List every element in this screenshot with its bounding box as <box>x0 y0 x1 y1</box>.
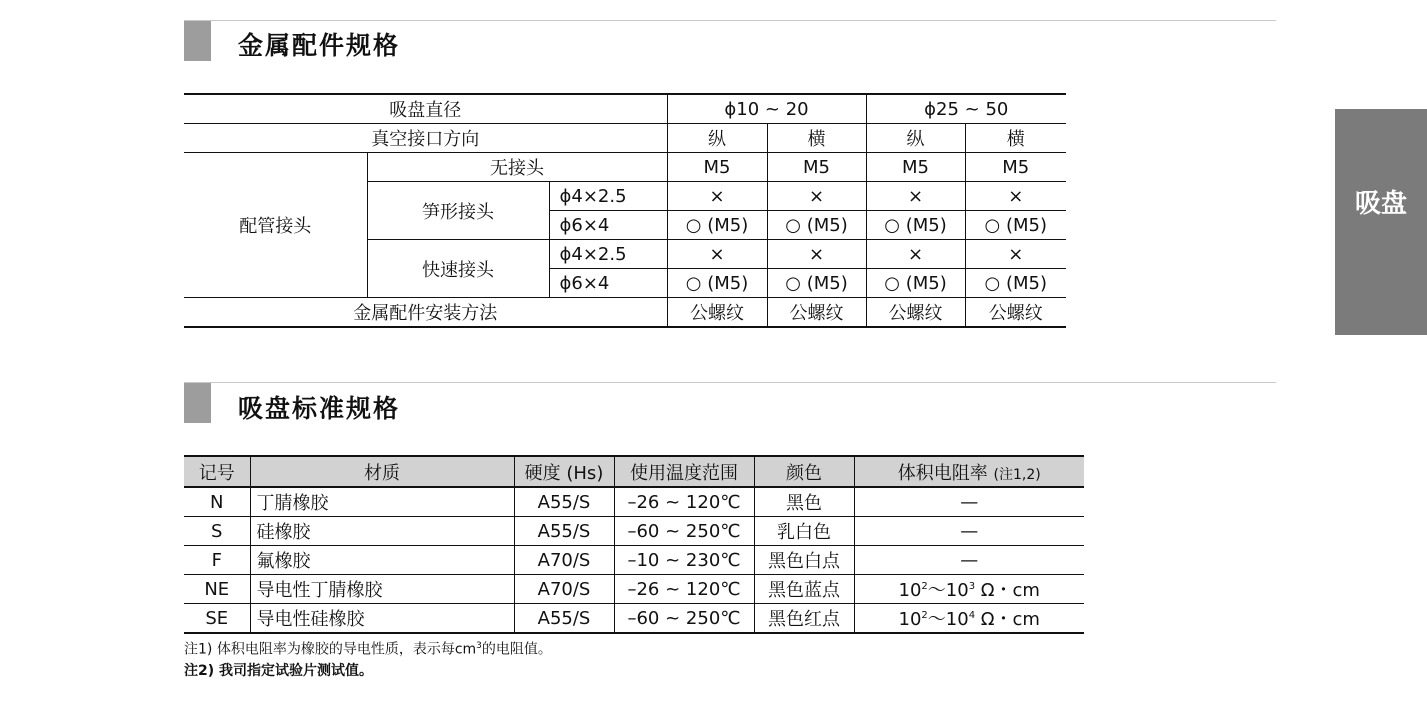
tube-size-b: ϕ6×4 <box>549 211 667 240</box>
port-direction-label: 真空接口方向 <box>184 124 667 153</box>
row-resistivity: — <box>854 546 1084 575</box>
footnote-2: 注2) 我司指定试验片测试值。 <box>184 662 374 679</box>
row-material: 丁腈橡胶 <box>250 487 514 517</box>
section-rule <box>184 382 1276 383</box>
side-tab-label: 吸盘 <box>1354 189 1407 219</box>
table-row <box>184 604 1084 634</box>
table-cell: 公螺纹 <box>667 298 767 328</box>
table-cell: ○ (M5) <box>866 269 965 298</box>
table-cell: × <box>965 182 1066 211</box>
piping-fitting-label: 配管接头 <box>184 153 367 298</box>
row-code: F <box>184 546 250 575</box>
row-color: 黑色 <box>754 487 854 517</box>
header-temperature: 使用温度范围 <box>614 456 754 487</box>
row-resistivity <box>854 575 1084 604</box>
table-cell: × <box>767 182 866 211</box>
table-cell: × <box>965 240 1066 269</box>
footnote-1-text: 注1) 体积电阻率为橡胶的导电性质，表示每cm <box>184 641 477 658</box>
table-cell: × <box>866 182 965 211</box>
row-color: 黑色红点 <box>754 604 854 634</box>
fittings-spec-table <box>184 93 1066 328</box>
res-exponent: 2 <box>921 581 928 592</box>
row-code: N <box>184 487 250 517</box>
row-material: 氟橡胶 <box>250 546 514 575</box>
footnote-1-tail: 的电阻值。 <box>481 641 552 658</box>
row-hardness: A55/S <box>514 604 614 634</box>
tube-size-a: ϕ4×2.5 <box>549 182 667 211</box>
row-hardness: A70/S <box>514 546 614 575</box>
footnote-1 <box>184 636 552 661</box>
table-row <box>184 487 1084 517</box>
table-cell: × <box>667 240 767 269</box>
footnotes <box>184 636 552 682</box>
table-cell: ○ (M5) <box>667 211 767 240</box>
section-marker <box>184 383 211 423</box>
section-marker <box>184 21 211 61</box>
header-color: 颜色 <box>754 456 854 487</box>
res-base: 10 <box>945 580 969 601</box>
table-row <box>184 517 1084 546</box>
row-temperature: –10 ~ 230℃ <box>614 546 754 575</box>
row-resistivity: — <box>854 487 1084 517</box>
diameter-range-large: ϕ25 ~ 50 <box>866 94 1066 124</box>
row-material: 导电性丁腈橡胶 <box>250 575 514 604</box>
res-base: 10 <box>898 609 922 630</box>
row-resistivity <box>854 604 1084 634</box>
table-cell: 公螺纹 <box>767 298 866 328</box>
table-cell: ○ (M5) <box>767 211 866 240</box>
res-exponent: 3 <box>968 581 976 592</box>
row-color: 黑色蓝点 <box>754 575 854 604</box>
no-fitting-label: 无接头 <box>367 153 667 182</box>
table-cell: M5 <box>767 153 866 182</box>
row-code: S <box>184 517 250 546</box>
row-temperature: –60 ~ 250℃ <box>614 517 754 546</box>
row-material: 导电性硅橡胶 <box>250 604 514 634</box>
tube-size-b: ϕ6×4 <box>549 269 667 298</box>
res-unit: Ω・cm <box>975 609 1040 630</box>
direction-horizontal: 横 <box>965 124 1066 153</box>
res-separator: ～ <box>927 580 946 601</box>
header-hardness: 硬度 (Hs) <box>514 456 614 487</box>
section-title-cup-spec: 吸盘标准规格 <box>238 394 401 423</box>
table-cell: ○ (M5) <box>767 269 866 298</box>
table-row <box>184 575 1084 604</box>
table-cell: × <box>767 240 866 269</box>
table-cell: 公螺纹 <box>965 298 1066 328</box>
header-resistivity-label: 体积电阻率 <box>897 462 988 484</box>
table-cell: ○ (M5) <box>965 211 1066 240</box>
res-base: 10 <box>945 609 969 630</box>
barb-fitting-label: 笋形接头 <box>367 182 549 240</box>
table-cell: 公螺纹 <box>866 298 965 328</box>
row-hardness: A55/S <box>514 487 614 517</box>
table-cell: M5 <box>866 153 965 182</box>
cup-diameter-label: 吸盘直径 <box>184 94 667 124</box>
tube-size-a: ϕ4×2.5 <box>549 240 667 269</box>
side-index-tab[interactable] <box>1335 109 1427 335</box>
direction-vertical: 纵 <box>866 124 965 153</box>
header-code: 记号 <box>184 456 250 487</box>
row-hardness: A70/S <box>514 575 614 604</box>
res-base: 10 <box>898 580 922 601</box>
header-resistivity <box>854 456 1084 487</box>
res-exponent: 4 <box>968 610 976 621</box>
cup-spec-table <box>184 455 1084 634</box>
table-cell: ○ (M5) <box>866 211 965 240</box>
top-rule <box>184 20 1276 21</box>
res-exponent: 2 <box>921 610 928 621</box>
section-title-fittings: 金属配件规格 <box>238 31 401 60</box>
row-material: 硅橡胶 <box>250 517 514 546</box>
row-code: NE <box>184 575 250 604</box>
row-color: 黑色白点 <box>754 546 854 575</box>
table-cell: ○ (M5) <box>667 269 767 298</box>
row-hardness: A55/S <box>514 517 614 546</box>
header-note-ref: (注1,2) <box>993 466 1041 483</box>
row-temperature: –60 ~ 250℃ <box>614 604 754 634</box>
table-cell: × <box>866 240 965 269</box>
row-resistivity: — <box>854 517 1084 546</box>
direction-horizontal: 横 <box>767 124 866 153</box>
mounting-method-label: 金属配件安装方法 <box>184 298 667 328</box>
table-cell: × <box>667 182 767 211</box>
direction-vertical: 纵 <box>667 124 767 153</box>
res-separator: ～ <box>927 609 946 630</box>
header-material: 材质 <box>250 456 514 487</box>
table-cell: M5 <box>965 153 1066 182</box>
footnote-1-sup: 3 <box>476 641 482 651</box>
row-code: SE <box>184 604 250 634</box>
row-temperature: –26 ~ 120℃ <box>614 575 754 604</box>
table-cell: M5 <box>667 153 767 182</box>
diameter-range-small: ϕ10 ~ 20 <box>667 94 866 124</box>
table-row <box>184 546 1084 575</box>
table-cell: ○ (M5) <box>965 269 1066 298</box>
res-unit: Ω・cm <box>975 580 1040 601</box>
quick-fitting-label: 快速接头 <box>367 240 549 298</box>
row-temperature: –26 ~ 120℃ <box>614 487 754 517</box>
row-color: 乳白色 <box>754 517 854 546</box>
